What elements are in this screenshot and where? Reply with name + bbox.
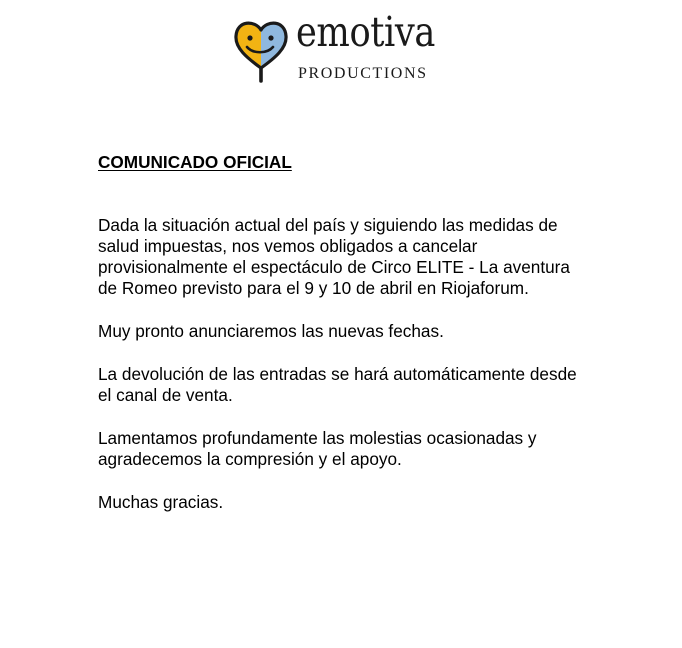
logo-wordmark: emotiva [296,8,435,56]
paragraph-apology: Lamentamos profundamente las molestias ocasionadas y agradecemos la compresión y el apoyo. [98,428,537,469]
logo-subtitle: PRODUCTIONS [298,65,428,82]
document-title: COMUNICADO OFICIAL [98,152,292,172]
paragraph-new-dates: Muy pronto anunciaremos las nuevas fechas. [98,321,444,341]
emotiva-logo [233,8,463,84]
paragraph-cancellation: Dada la situación actual del país y siguiendo las medidas de salud impuestas, nos vemos obligados a cancelar provisionalmente el espectáculo de Circo ELITE - La aventura de Romeo previsto para el 9 y 10 de abril en Riojaforum. [98,215,570,298]
document-body [98,152,588,513]
heart-face-icon [233,18,289,84]
paragraph-thanks: Muchas gracias. [98,492,224,512]
paragraph-refund: La devolución de las entradas se hará automáticamente desde el canal de venta. [98,364,577,405]
